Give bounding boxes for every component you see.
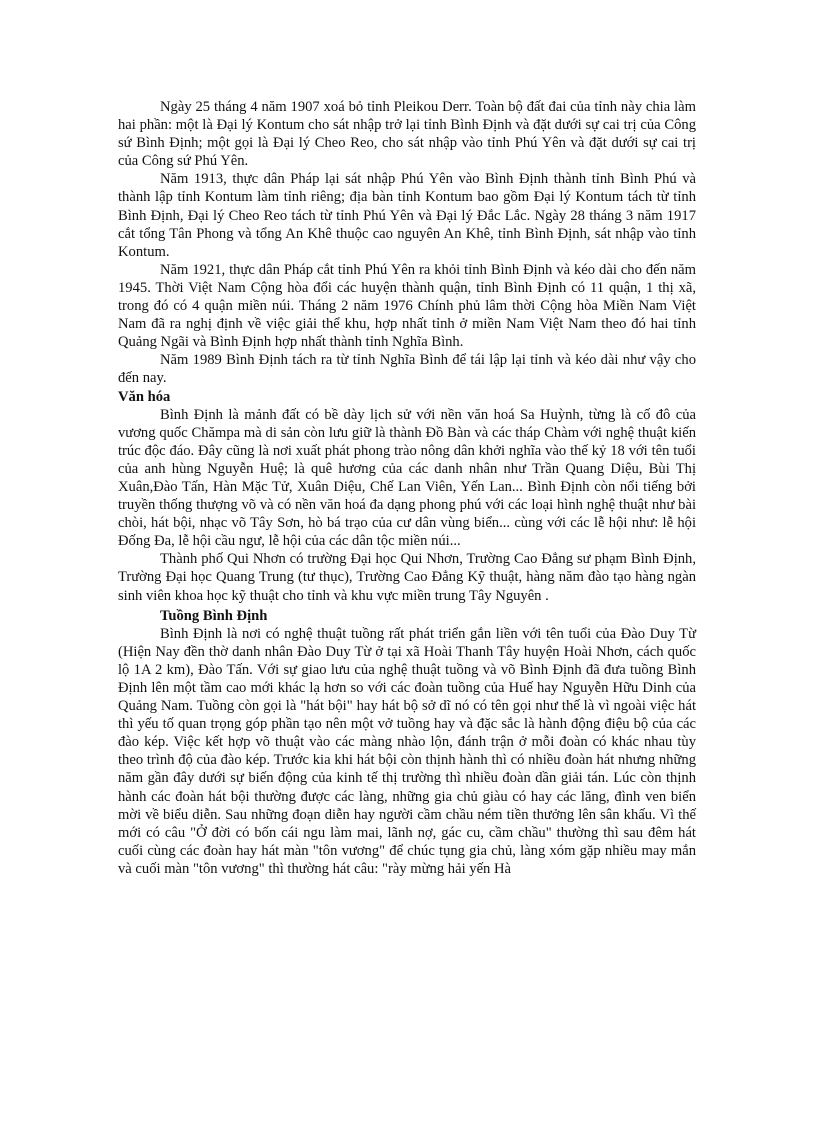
culture-paragraph-education: Thành phố Qui Nhơn có trường Đại học Qui Nhơn, Trường Cao Đẳng sư phạm Bình Định, Trường Đại học Quang Trung (tư thục), Trường Cao Đẳng Kỹ thuật, hàng năm đào tạo hàng ngàn sinh viên khoa học kỹ thuật cho tỉnh và khu vực miền trung Tây Nguyên .: [118, 551, 696, 604]
culture-heading: Văn hóa: [118, 388, 171, 405]
document-page: [118, 98, 696, 878]
history-paragraph-1913: Năm 1913, thực dân Pháp lại sát nhập Phú Yên vào Bình Định thành tỉnh Bình Phú và thành lập tỉnh Kontum làm tỉnh riêng; địa bàn tỉnh Kontum bao gồm Đại lý Kontum tách từ tỉnh Bình Định, Đại lý Cheo Reo tách từ tỉnh Phú Yên và Đại lý Đắc Lắc. Ngày 28 tháng 3 năm 1917 cắt tổng Tân Phong và tổng An Khê thuộc cao nguyên An Khê, tỉnh Bình Định, sát nhập vào tỉnh Kontum.: [118, 171, 696, 260]
tuong-heading: Tuồng Bình Định: [160, 607, 268, 624]
history-paragraph-1989: Năm 1989 Bình Định tách ra từ tỉnh Nghĩa Bình để tái lập lại tỉnh và kéo dài như vậy cho đến nay.: [118, 352, 696, 387]
culture-paragraph-heritage: Bình Định là mảnh đất có bề dày lịch sử với nền văn hoá Sa Huỳnh, từng là cố đô của vương quốc Chămpa mà di sản còn lưu giữ là thành Đồ Bàn và các tháp Chàm với nghệ thuật kiến trúc độc đáo. Đây cũng là nơi xuất phát phong trào nông dân khởi nghĩa vào thế kỷ 18 với tên tuổi của anh hùng Nguyễn Huệ; là quê hương của các danh nhân như Trần Quang Diệu, Bùi Thị Xuân,Đào Tấn, Hàn Mặc Tử, Xuân Diệu, Chế Lan Viên, Yến Lan... Bình Định còn nổi tiếng bởi truyền thống thượng võ và có nền văn hoá đa dạng phong phú với các loại hình nghệ thuật như bài chòi, hát bội, nhạc võ Tây Sơn, hò bá trạo của cư dân vùng biển... cùng với các lễ hội như: lễ hội Đống Đa, lễ hội cầu ngư, lễ hội của các dân tộc miền núi...: [118, 406, 696, 550]
history-paragraph-1907: Ngày 25 tháng 4 năm 1907 xoá bỏ tỉnh Pleikou Derr. Toàn bộ đất đai của tỉnh này chia làm hai phần: một là Đại lý Kontum cho sát nhập trở lại tỉnh Bình Định và đặt dưới sự cai trị của Công sứ Bình Định; một gọi là Đại lý Cheo Reo, cho sát nhập vào tỉnh Phú Yên và đặt dưới sự cai trị của Công sứ Phú Yên.: [118, 99, 696, 170]
history-paragraph-1921: Năm 1921, thực dân Pháp cắt tỉnh Phú Yên ra khỏi tỉnh Bình Định và kéo dài cho đến năm 1945. Thời Việt Nam Cộng hòa đổi các huyện thành quận, tỉnh Bình Định có 11 quận, 1 thị xã, trong đó có 4 quận miền núi. Tháng 2 năm 1976 Chính phủ lâm thời Cộng hòa Miền Nam Việt Nam đã ra nghị định về việc giải thể khu, hợp nhất tỉnh ở miền Nam Việt Nam theo đó hai tỉnh Quảng Ngãi và Bình Định hợp nhất thành tỉnh Nghĩa Bình.: [118, 261, 696, 351]
tuong-paragraph: Bình Định là nơi có nghệ thuật tuồng rất phát triển gắn liền với tên tuổi của Đào Duy Từ (Hiện Nay đền thờ danh nhân Đào Duy Từ ở tại xã Hoài Thanh Tây huyện Hoài Nhơn, cách quốc lộ 1A 2 km), Đào Tấn. Với sự giao lưu của nghệ thuật tuồng và võ Bình Định đã đưa tuồng Bình Định lên một tầm cao mới khác lạ hơn so với các đoàn tuồng của Huế hay Nguyễn Hữu Dinh của Quảng Nam. Tuồng còn gọi là "hát bội" hay hát bộ sở dĩ nó có tên gọi như thế là vì ngoài việc hát thì yếu tố quan trọng góp phần tạo nên một vở tuồng hay và đặc sắc là hành động điệu bộ của các đào kép. Việc kết hợp võ thuật vào các màng nhào lộn, đánh trận ở mỗi đoàn có khác nhau tùy theo trình độ của đào kép. Trước kia khi hát bội còn thịnh hành thì có nhiều đoàn hát nhưng những năm gần đây dưới sự biến động của kinh tế thị trường thì nhiều đoàn dần giải tán. Lúc còn thịnh hành các đoàn hát bội thường được các làng, những gia chủ giàu có hay các lăng, đình ven biển mời về biểu diễn. Sau những đoạn diễn hay người cầm chầu ném tiền thưởng lên sân khấu. Vì thế mới có câu "Ở đời có bốn cái ngu làm mai, lãnh nợ, gác cu, cầm chầu" thường thì sau đêm hát cuối cùng các đoàn hay hát màn "tôn vương" để chúc tụng gia chủ, làng xóm gặp nhiều may mắn và cuối màn "tôn vương" thì thường hát câu: "rày mừng hải yến Hà: [118, 625, 696, 877]
